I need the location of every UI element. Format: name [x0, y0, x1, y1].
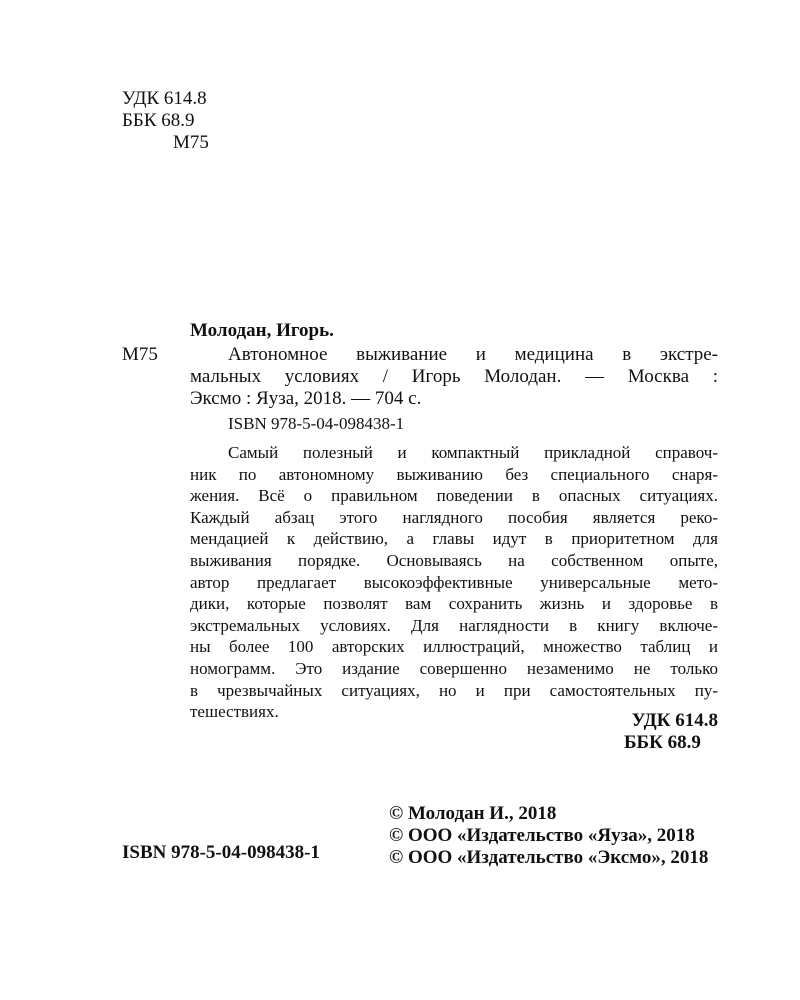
annotation-line: номограмм. Это издание совершенно незаменимо не только	[190, 658, 718, 678]
annotation-line: Каждый абзац этого наглядного пособия является реко-	[190, 507, 718, 527]
annotation-line: в чрезвычайных ситуациях, но и при самостоятельных пу-	[190, 680, 718, 700]
annotation-line: тешествиях.	[190, 702, 279, 722]
bbk-code-top: ББК 68.9	[122, 110, 195, 131]
description-line: Автономное выживание и медицина в экстре-	[228, 344, 718, 365]
annotation-line: ны более 100 авторских иллюстраций, множество таблиц и	[190, 637, 718, 657]
copyright-line: © ООО «Издательство «Яуза», 2018	[389, 825, 695, 846]
annotation-line: Самый полезный и компактный прикладной справоч-	[228, 443, 718, 462]
udk-code-bottom: УДК 614.8	[631, 710, 718, 731]
description-line: Эксмо : Яуза, 2018. — 704 с.	[190, 388, 422, 409]
description-line: мальных условиях / Игорь Молодан. — Москва :	[190, 366, 718, 387]
copyright-block	[389, 803, 708, 869]
bibliographic-description	[190, 344, 718, 410]
author-heading: Молодан, Игорь.	[190, 320, 334, 341]
annotation-line: автор предлагает высокоэффективные универсальные мето-	[190, 572, 718, 592]
author-mark-top: М75	[173, 132, 209, 153]
isbn-record: ISBN 978-5-04-098438-1	[228, 414, 405, 433]
udk-code-top: УДК 614.8	[122, 88, 207, 109]
annotation-line: выживания порядке. Основываясь на собственном опыте,	[190, 550, 718, 570]
copyright-line: © ООО «Издательство «Эксмо», 2018	[389, 847, 709, 868]
annotation-line: жения. Всё о правильном поведении в опасных ситуациях.	[190, 486, 718, 506]
annotation-line: ник по автономному выживанию без специального снаря-	[190, 464, 718, 484]
bbk-code-bottom: ББК 68.9	[624, 732, 701, 753]
isbn-bold: ISBN 978-5-04-098438-1	[122, 842, 320, 863]
annotation-line: экстремальных условиях. Для наглядности в книгу включе-	[190, 615, 718, 635]
annotation-line: мендацией к действию, а главы идут в приоритетном для	[190, 529, 718, 549]
author-mark-left: М75	[122, 344, 158, 365]
copyright-line: © Молодан И., 2018	[389, 803, 557, 824]
annotation-line: дики, которые позволят вам сохранить жизнь и здоровье в	[190, 594, 718, 614]
annotation	[190, 442, 718, 723]
